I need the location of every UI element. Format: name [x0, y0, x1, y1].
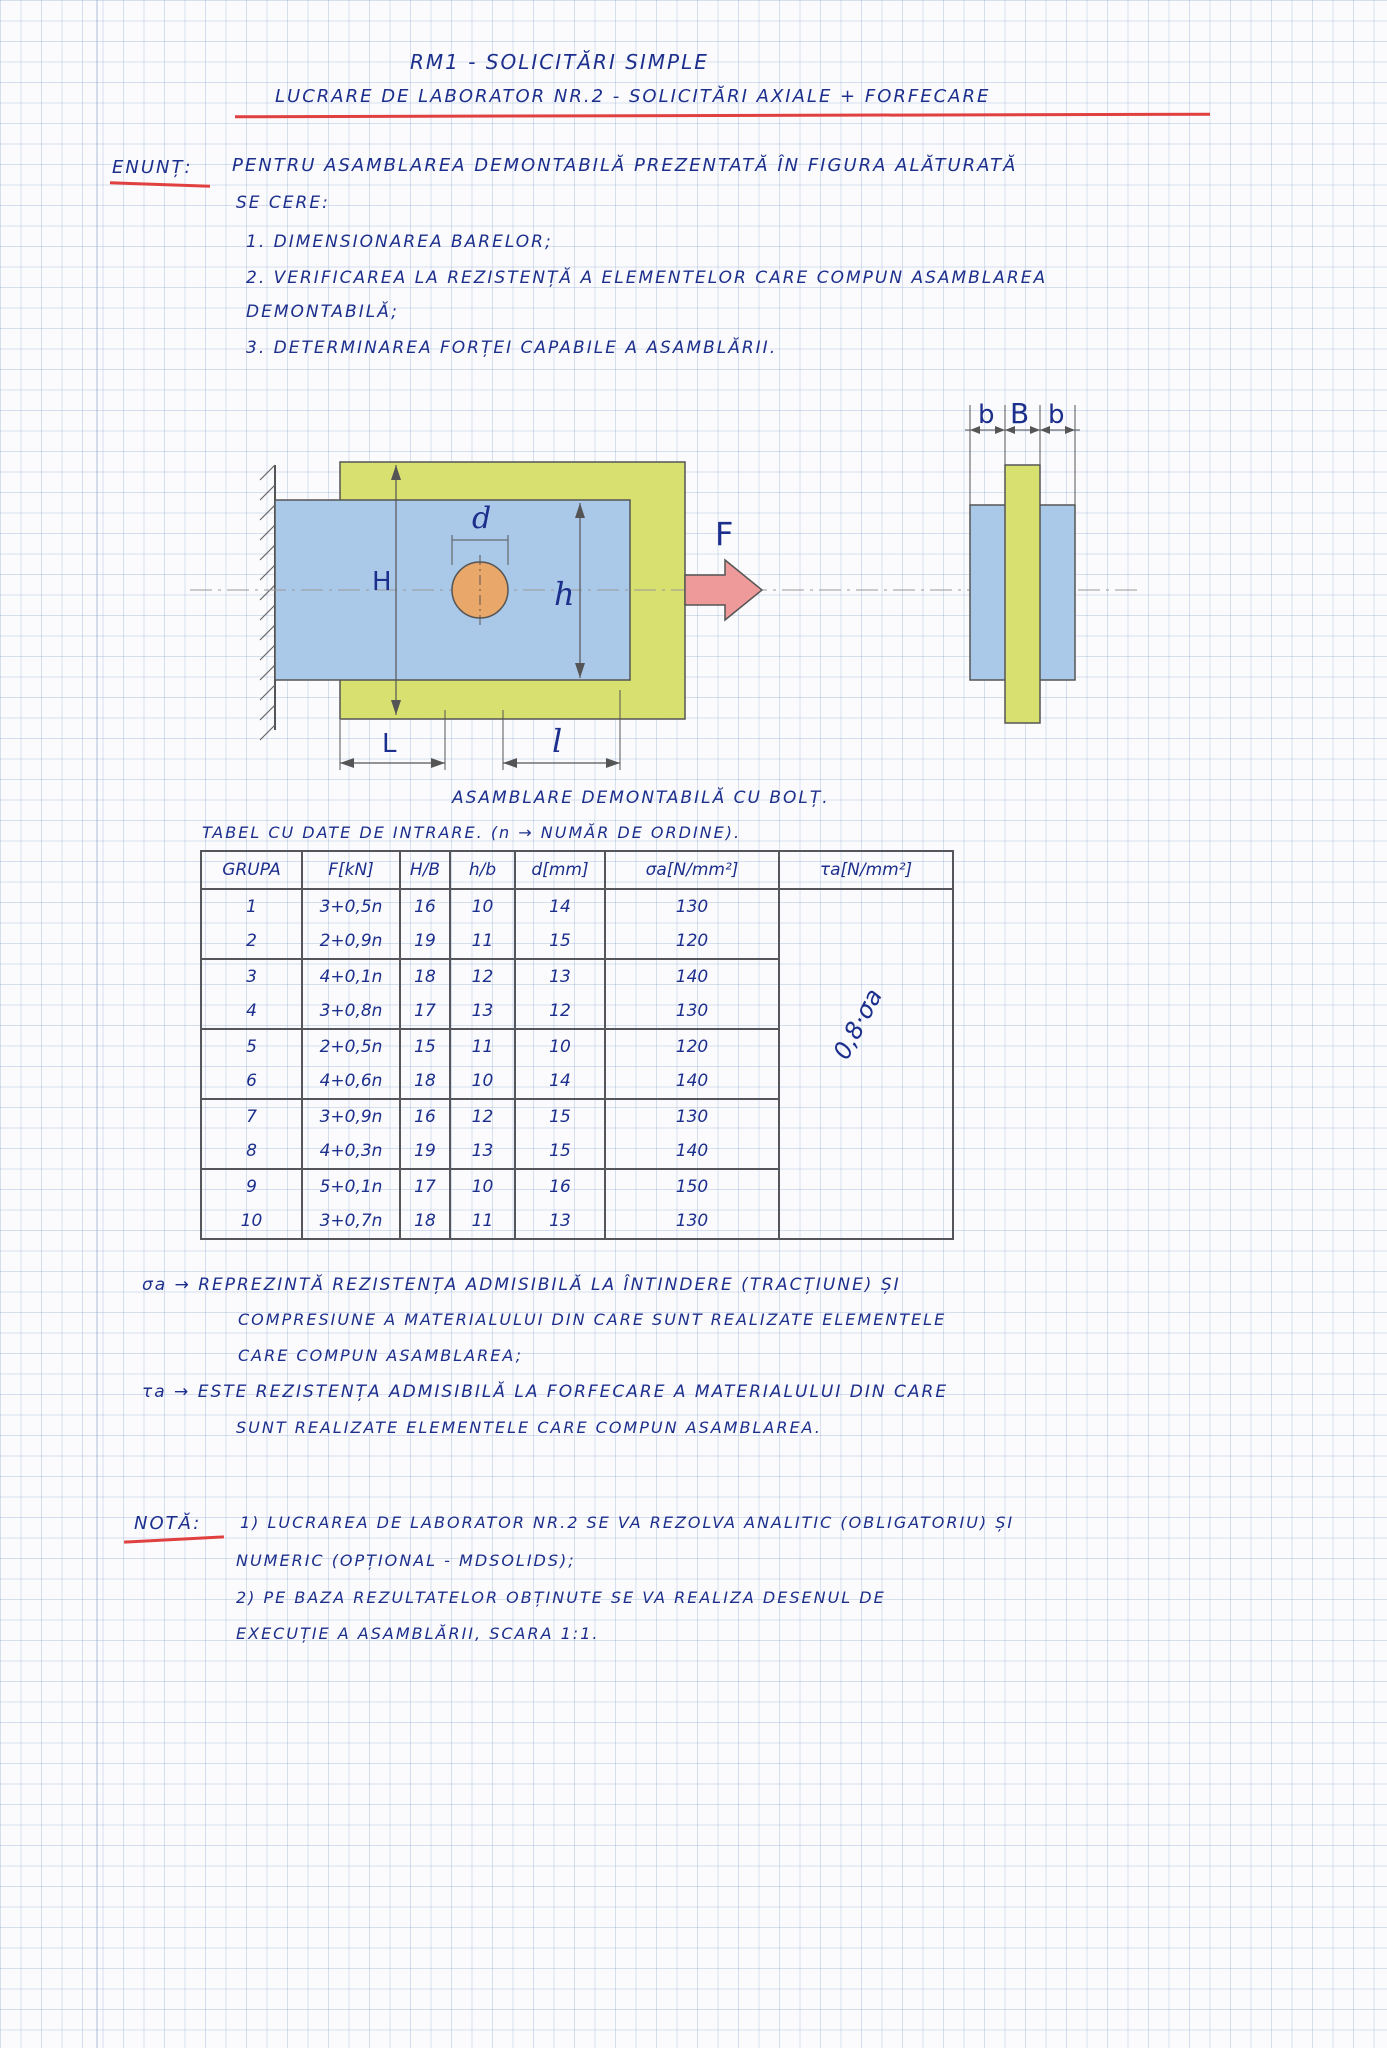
table-row — [201, 889, 953, 924]
definition-tau-line2: SUNT REALIZATE ELEMENTELE CARE COMPUN ASAMBLAREA. — [236, 1418, 822, 1437]
col-header-sigma: σa[N/mm²] — [605, 851, 779, 889]
cell-force: 3+0,8n — [302, 994, 400, 1029]
cell-h-b: 11 — [450, 1204, 515, 1239]
note-underline — [124, 1535, 224, 1543]
col-header-H-B: H/B — [400, 851, 450, 889]
label-F: F — [715, 515, 734, 553]
cell-force: 4+0,6n — [302, 1064, 400, 1099]
cell-d: 16 — [515, 1169, 605, 1204]
requirement-3: 3. DETERMINAREA FORȚEI CAPABILE A ASAMBLĂRII. — [246, 338, 778, 358]
cell-d: 10 — [515, 1029, 605, 1064]
wall-support — [260, 465, 275, 740]
cell-H-B: 16 — [400, 1099, 450, 1134]
table-caption: TABEL CU DATE DE INTRARE. (n → NUMĂR DE ORDINE). — [202, 823, 742, 842]
cell-d: 12 — [515, 994, 605, 1029]
statement-label: ENUNȚ: — [112, 157, 193, 178]
page-subtitle: LUCRARE DE LABORATOR NR.2 - SOLICITĂRI AXIALE + FORFECARE — [275, 86, 991, 107]
statement-text-cont: SE CERE: — [236, 193, 330, 213]
cell-d: 15 — [515, 924, 605, 959]
cell-h-b: 10 — [450, 1169, 515, 1204]
cell-h-b: 13 — [450, 1134, 515, 1169]
label-b-left: b — [978, 400, 995, 430]
cell-d: 13 — [515, 959, 605, 994]
cell-sigma: 140 — [605, 1134, 779, 1169]
cell-grupa: 1 — [201, 889, 302, 924]
col-header-tau: τa[N/mm²] — [779, 851, 953, 889]
col-header-force: F[kN] — [302, 851, 400, 889]
cell-grupa: 9 — [201, 1169, 302, 1204]
force-arrow — [685, 560, 762, 620]
cell-grupa: 4 — [201, 994, 302, 1029]
cell-h-b: 11 — [450, 924, 515, 959]
cell-H-B: 18 — [400, 1064, 450, 1099]
cell-sigma: 130 — [605, 994, 779, 1029]
note-line4: EXECUȚIE A ASAMBLĂRII, SCARA 1:1. — [236, 1624, 600, 1643]
cell-grupa: 3 — [201, 959, 302, 994]
cell-H-B: 19 — [400, 1134, 450, 1169]
label-d: d — [472, 501, 492, 536]
cell-H-B: 19 — [400, 924, 450, 959]
note-label: NOTĂ: — [134, 1513, 202, 1534]
requirement-2-cont: DEMONTABILĂ; — [246, 302, 399, 322]
definition-sigma-line1: σa → REPREZINTĂ REZISTENȚA ADMISIBILĂ LA ÎNTINDERE (TRACȚIUNE) ȘI — [142, 1275, 901, 1295]
cell-grupa: 7 — [201, 1099, 302, 1134]
cell-sigma: 120 — [605, 1029, 779, 1064]
cell-d: 13 — [515, 1204, 605, 1239]
table-header-row — [201, 851, 953, 889]
cell-h-b: 12 — [450, 1099, 515, 1134]
definition-tau-line1: τa → ESTE REZISTENȚA ADMISIBILĂ LA FORFECARE A MATERIALULUI DIN CARE — [142, 1382, 949, 1402]
cell-h-b: 13 — [450, 994, 515, 1029]
cell-d: 14 — [515, 889, 605, 924]
cell-sigma: 140 — [605, 959, 779, 994]
requirement-1: 1. DIMENSIONAREA BARELOR; — [246, 232, 553, 252]
cell-force: 4+0,1n — [302, 959, 400, 994]
label-H: H — [372, 567, 392, 597]
col-header-grupa: GRUPA — [201, 851, 302, 889]
cell-H-B: 16 — [400, 889, 450, 924]
statement-underline — [110, 181, 210, 187]
label-b-right: b — [1048, 400, 1065, 430]
definition-sigma-line3: CARE COMPUN ASAMBLAREA; — [238, 1346, 523, 1365]
cell-force: 3+0,7n — [302, 1204, 400, 1239]
cell-sigma: 130 — [605, 889, 779, 924]
note-line3: 2) PE BAZA REZULTATELOR OBȚINUTE SE VA REALIZA DESENUL DE — [236, 1588, 886, 1607]
cell-d: 15 — [515, 1134, 605, 1169]
input-data-table — [200, 850, 954, 1240]
cell-force: 4+0,3n — [302, 1134, 400, 1169]
col-header-d: d[mm] — [515, 851, 605, 889]
label-B: B — [1010, 397, 1030, 430]
cell-grupa: 2 — [201, 924, 302, 959]
cell-H-B: 17 — [400, 1169, 450, 1204]
cell-H-B: 15 — [400, 1029, 450, 1064]
cell-H-B: 18 — [400, 959, 450, 994]
cell-h-b: 11 — [450, 1029, 515, 1064]
cell-h-b: 10 — [450, 1064, 515, 1099]
cell-force: 2+0,5n — [302, 1029, 400, 1064]
note-line1: 1) LUCRAREA DE LABORATOR NR.2 SE VA REZOLVA ANALITIC (OBLIGATORIU) ȘI — [240, 1513, 1015, 1532]
tau-cell — [779, 889, 953, 1239]
cell-d: 14 — [515, 1064, 605, 1099]
cell-d: 15 — [515, 1099, 605, 1134]
cell-force: 2+0,9n — [302, 924, 400, 959]
side-view — [965, 405, 1080, 723]
cell-force: 3+0,5n — [302, 889, 400, 924]
cell-grupa: 10 — [201, 1204, 302, 1239]
cell-sigma: 150 — [605, 1169, 779, 1204]
cell-force: 5+0,1n — [302, 1169, 400, 1204]
cell-h-b: 12 — [450, 959, 515, 994]
statement-text: PENTRU ASAMBLAREA DEMONTABILĂ PREZENTATĂ ÎN FIGURA ALĂTURATĂ — [232, 155, 1018, 176]
cell-sigma: 130 — [605, 1099, 779, 1134]
cell-grupa: 8 — [201, 1134, 302, 1169]
label-h: h — [554, 575, 575, 613]
figure-caption: ASAMBLARE DEMONTABILĂ CU BOLȚ. — [452, 788, 830, 808]
cell-grupa: 6 — [201, 1064, 302, 1099]
cell-H-B: 18 — [400, 1204, 450, 1239]
margin-line — [96, 0, 98, 2048]
cell-H-B: 17 — [400, 994, 450, 1029]
label-l: l — [552, 722, 563, 760]
cell-sigma: 120 — [605, 924, 779, 959]
cell-grupa: 5 — [201, 1029, 302, 1064]
col-header-h-b: h/b — [450, 851, 515, 889]
note-line2: NUMERIC (OPȚIONAL - MDSOLIDS); — [236, 1551, 576, 1570]
page-title: RM1 - SOLICITĂRI SIMPLE — [410, 50, 709, 74]
cell-sigma: 140 — [605, 1064, 779, 1099]
label-L: L — [382, 729, 397, 759]
cell-sigma: 130 — [605, 1204, 779, 1239]
title-underline — [235, 113, 1210, 119]
cell-force: 3+0,9n — [302, 1099, 400, 1134]
tau-value: 0,8·σa — [827, 983, 888, 1065]
cell-h-b: 10 — [450, 889, 515, 924]
requirement-2: 2. VERIFICAREA LA REZISTENȚĂ A ELEMENTELOR CARE COMPUN ASAMBLAREA — [246, 268, 1048, 288]
assembly-figure — [180, 390, 1160, 780]
definition-sigma-line2: COMPRESIUNE A MATERIALULUI DIN CARE SUNT REALIZATE ELEMENTELE — [238, 1310, 947, 1329]
